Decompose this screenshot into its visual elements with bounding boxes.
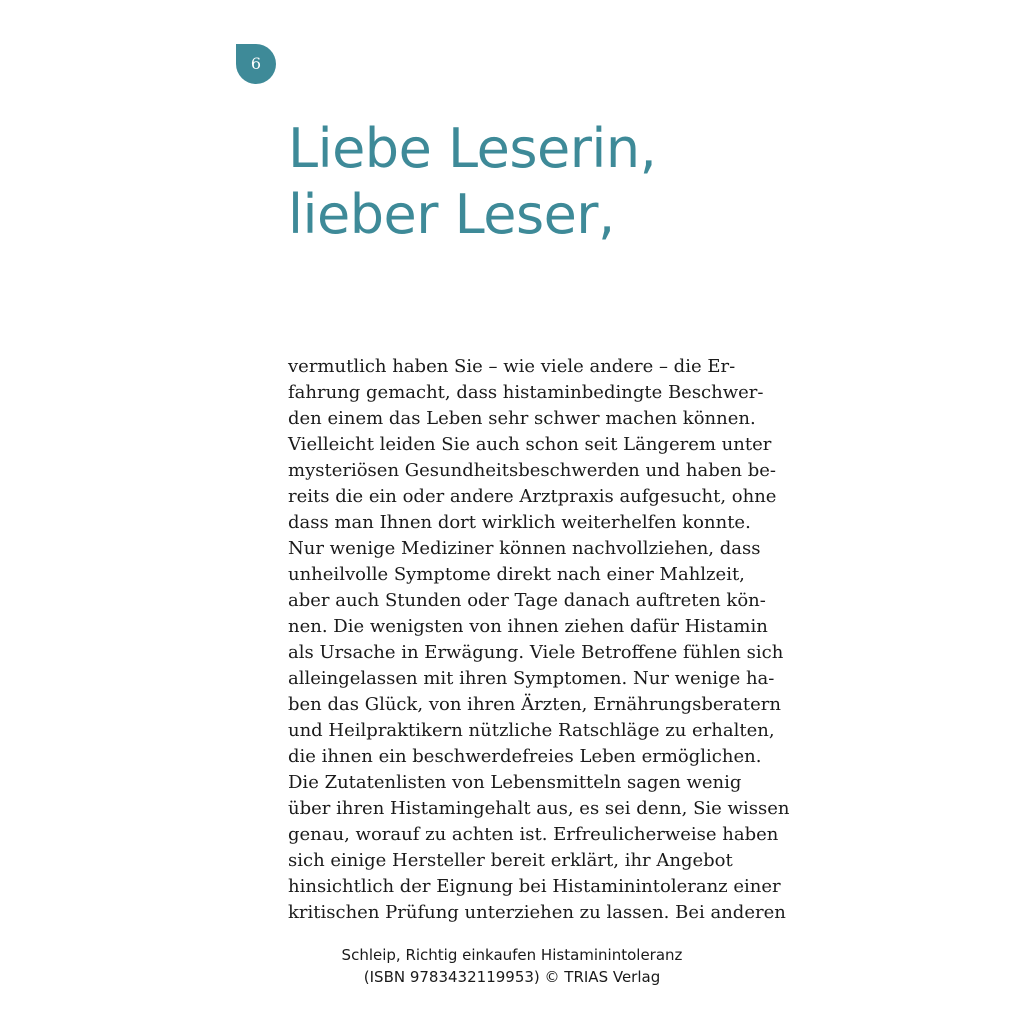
- page-number-badge: [236, 44, 276, 84]
- body-line: vermutlich haben Sie – wie viele andere – die Er-: [288, 356, 736, 377]
- body-line: kritischen Prüfung unterziehen zu lassen. Bei anderen: [288, 902, 786, 923]
- body-line: Nur wenige Mediziner können nachvollziehen, dass: [288, 538, 761, 559]
- footer-isbn: (ISBN 9783432119953) © TRIAS Verlag: [363, 968, 661, 986]
- body-line: aber auch Stunden oder Tage danach auftreten kön-: [288, 590, 766, 611]
- body-line: mysteriösen Gesundheitsbeschwerden und haben be-: [288, 460, 776, 481]
- body-line: Die Zutatenlisten von Lebensmitteln sagen wenig: [288, 772, 742, 793]
- body-line: Vielleicht leiden Sie auch schon seit Längerem unter: [288, 434, 772, 455]
- page-number: 6: [250, 54, 262, 73]
- footer-citation: Schleip, Richtig einkaufen Histaminintoleranz: [341, 946, 683, 964]
- copyright-footer: [0, 944, 1024, 988]
- body-line: reits die ein oder andere Arztpraxis aufgesucht, ohne: [288, 486, 777, 507]
- body-line: unheilvolle Symptome direkt nach einer Mahlzeit,: [288, 564, 745, 585]
- body-paragraph: [288, 354, 790, 926]
- heading-line-2: lieber Leser,: [288, 183, 615, 246]
- body-line: hinsichtlich der Eignung bei Histaminintoleranz einer: [288, 876, 781, 897]
- body-line: den einem das Leben sehr schwer machen können.: [288, 408, 756, 429]
- body-line: alleingelassen mit ihren Symptomen. Nur wenige ha-: [288, 668, 775, 689]
- body-line: über ihren Histamingehalt aus, es sei denn, Sie wissen: [288, 798, 790, 819]
- page-heading: [288, 116, 656, 248]
- body-line: als Ursache in Erwägung. Viele Betroffene fühlen sich: [288, 642, 784, 663]
- body-line: fahrung gemacht, dass histaminbedingte Beschwer-: [288, 382, 764, 403]
- body-line: ben das Glück, von ihren Ärzten, Ernährungsberatern: [288, 694, 781, 715]
- heading-line-1: Liebe Leserin,: [288, 117, 657, 180]
- body-line: die ihnen ein beschwerdefreies Leben ermöglichen.: [288, 746, 762, 767]
- body-line: dass man Ihnen dort wirklich weiterhelfen konnte.: [288, 512, 751, 533]
- body-line: genau, worauf zu achten ist. Erfreulicherweise haben: [288, 824, 779, 845]
- body-line: und Heilpraktikern nützliche Ratschläge zu erhalten,: [288, 720, 775, 741]
- body-line: sich einige Hersteller bereit erklärt, ihr Angebot: [288, 850, 733, 871]
- body-line: nen. Die wenigsten von ihnen ziehen dafür Histamin: [288, 616, 768, 637]
